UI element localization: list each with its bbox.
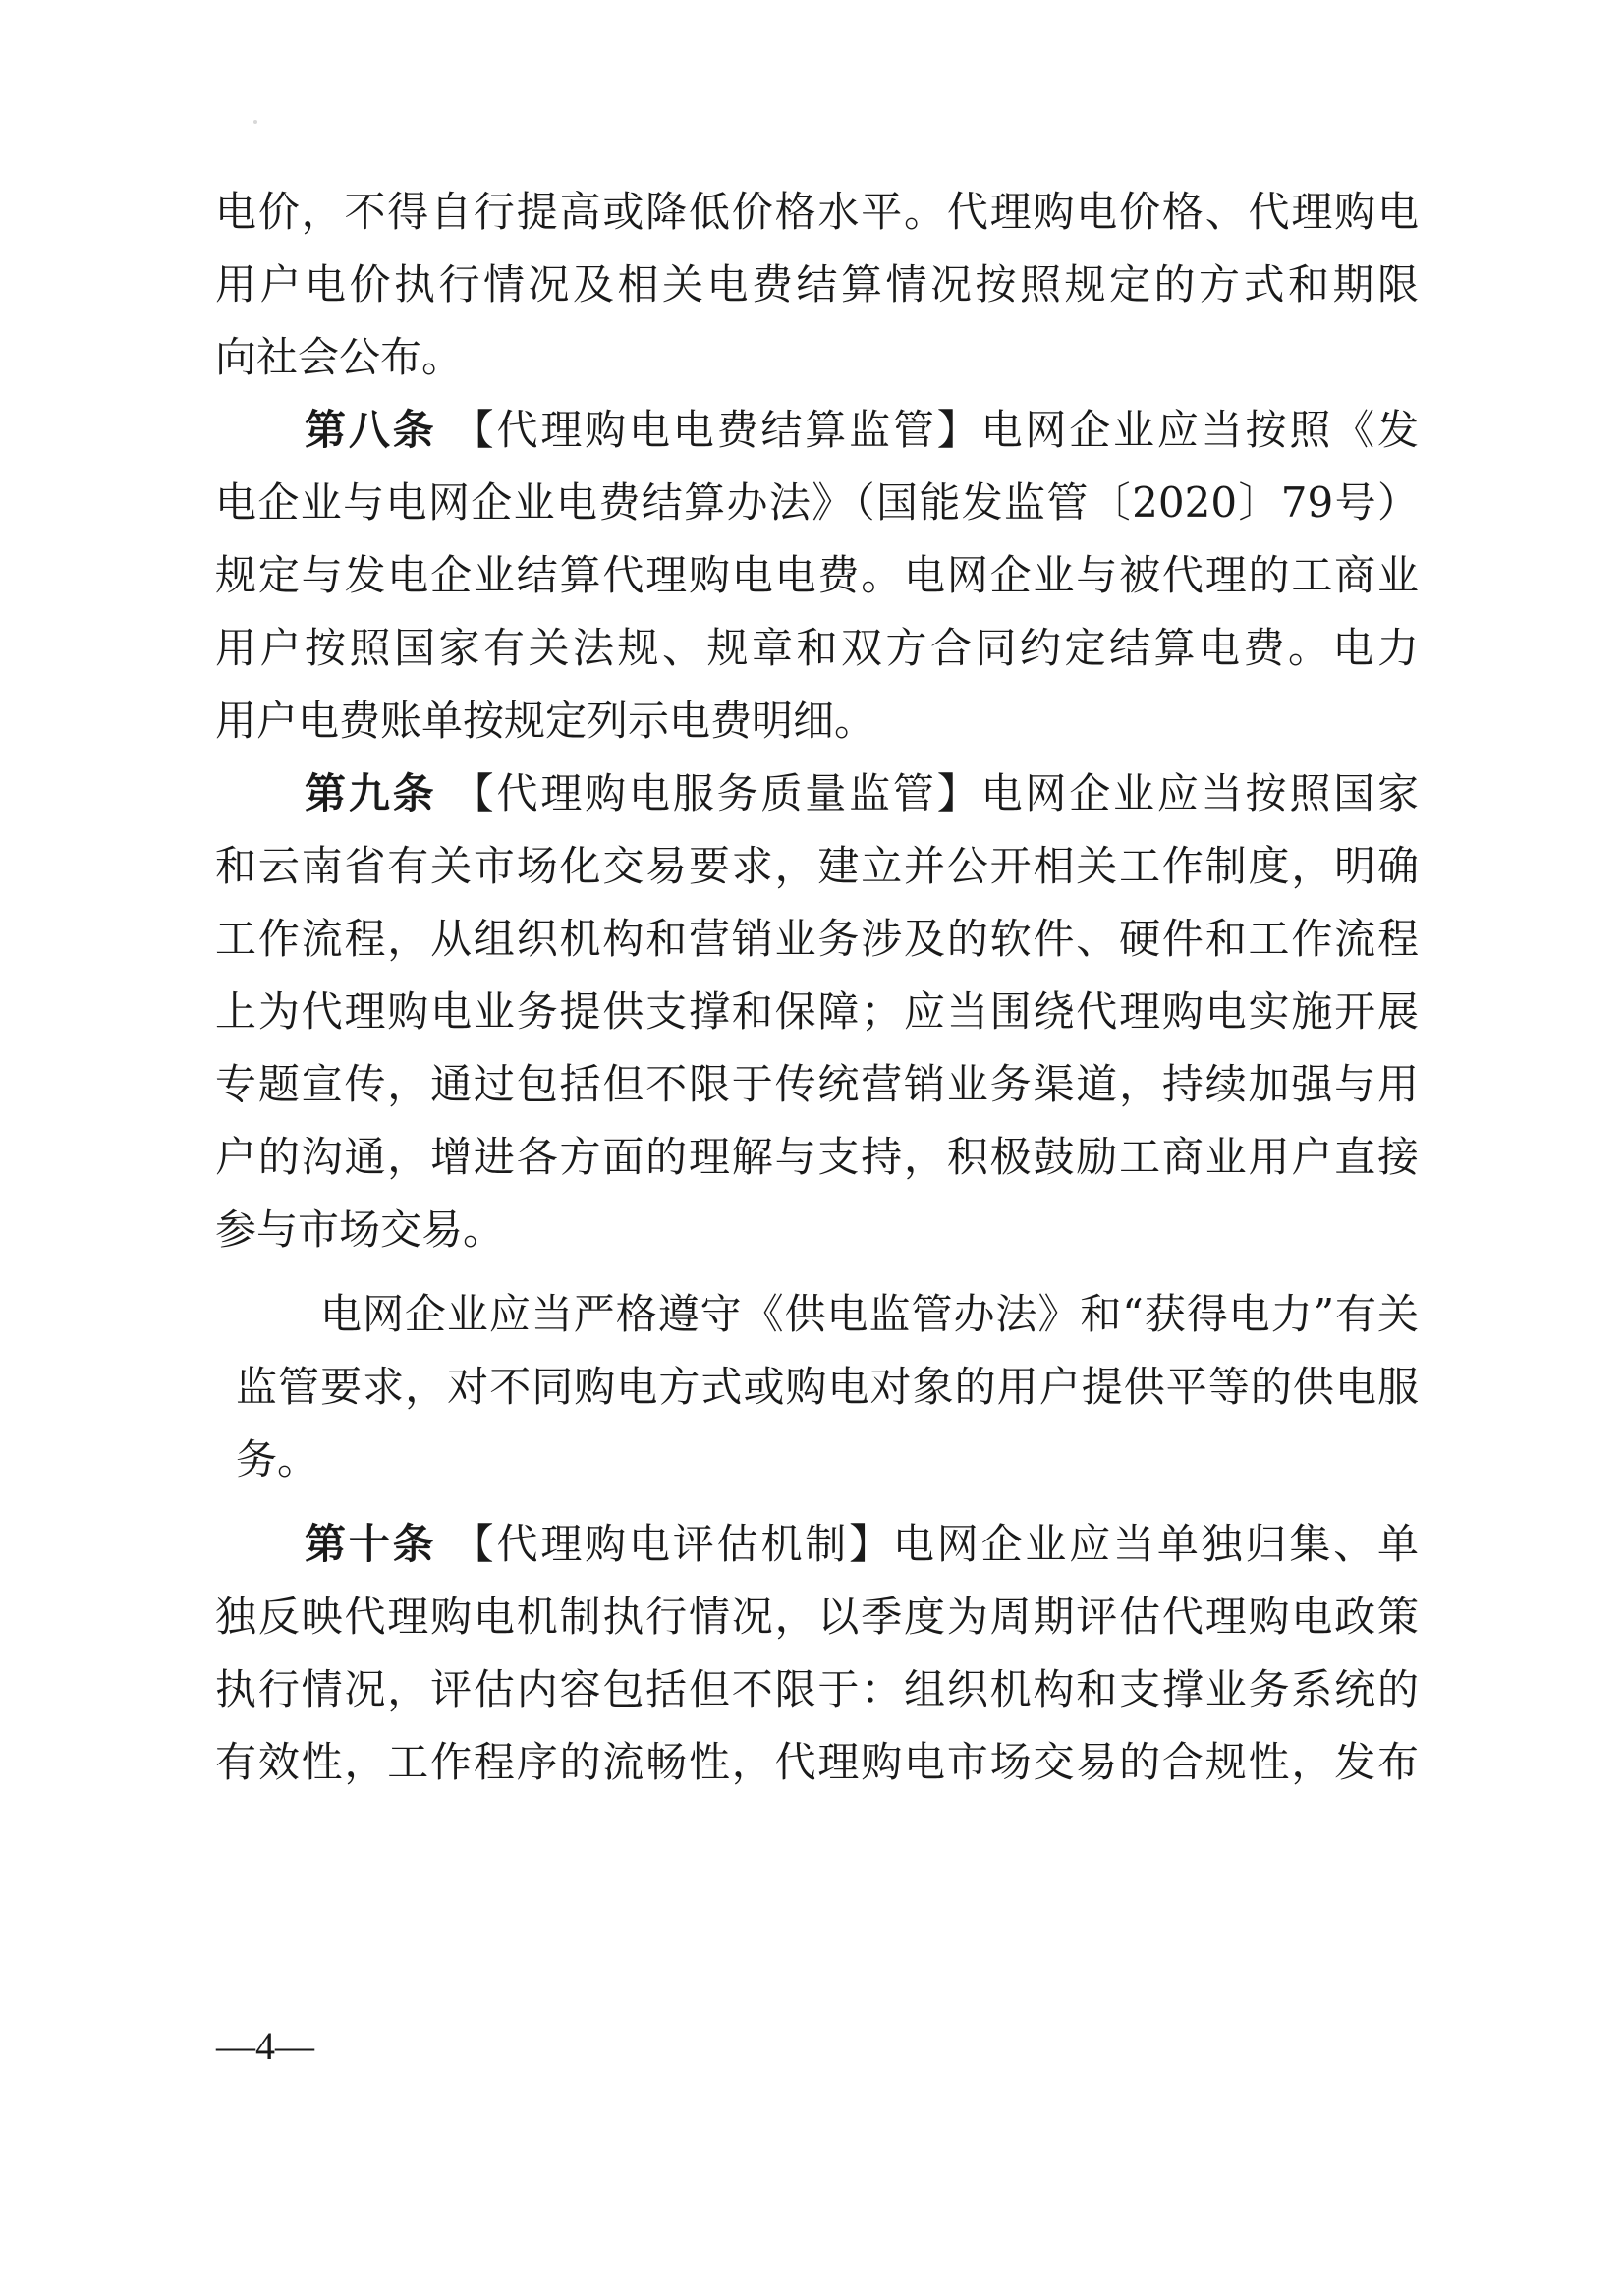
paragraph-line: 专题宣传，通过包括但不限于传统营销业务渠道，持续加强与用 <box>215 1060 1419 1108</box>
paragraph-line: 执行情况，评估内容包括但不限于：组织机构和支撑业务系统的 <box>215 1665 1419 1713</box>
scan-dot <box>253 120 257 124</box>
article-10-text: 【代理购电评估机制】电网企业应当单独归集、单 <box>452 1520 1419 1568</box>
article-9-first-line <box>305 764 1419 823</box>
article-8-first-line <box>305 401 1419 460</box>
paragraph-line: 上为代理购电业务提供支撑和保障；应当围绕代理购电实施开展 <box>215 987 1419 1036</box>
paragraph-line: 有效性，工作程序的流畅性，代理购电市场交易的合规性，发布 <box>215 1738 1419 1786</box>
paragraph-line: 务。 <box>236 1435 319 1484</box>
paragraph-line: 用户电费账单按规定列示电费明细。 <box>215 697 876 745</box>
paragraph-line: 电价，不得自行提高或降低价格水平。代理购电价格、代理购电 <box>215 188 1419 236</box>
article-8-heading: 第八条 <box>305 406 437 454</box>
paragraph-line: 电网企业应当严格遵守《供电监管办法》和“获得电力”有关 <box>320 1290 1419 1338</box>
paragraph-line: 向社会公布。 <box>215 333 464 381</box>
article-9-text: 【代理购电服务质量监管】电网企业应当按照国家 <box>452 769 1419 817</box>
article-10-first-line <box>305 1515 1419 1574</box>
article-9-heading: 第九条 <box>305 769 437 817</box>
paragraph-line: 电企业与电网企业电费结算办法》（国能发监管〔2020〕79号） <box>215 478 1419 527</box>
paragraph-line: 工作流程，从组织机构和营销业务涉及的软件、硬件和工作流程 <box>215 915 1419 963</box>
article-8-text: 【代理购电电费结算监管】电网企业应当按照《发 <box>452 406 1419 454</box>
article-10-heading: 第十条 <box>305 1520 437 1568</box>
paragraph-line: 独反映代理购电机制执行情况，以季度为周期评估代理购电政策 <box>215 1593 1419 1641</box>
paragraph-line: 监管要求，对不同购电方式或购电对象的用户提供平等的供电服 <box>236 1363 1419 1411</box>
paragraph-line: 户的沟通，增进各方面的理解与支持，积极鼓励工商业用户直接 <box>215 1133 1419 1181</box>
paragraph-line: 参与市场交易。 <box>215 1205 505 1254</box>
page-number: —4— <box>216 2024 314 2068</box>
paragraph-line: 和云南省有关市场化交易要求，建立并公开相关工作制度，明确 <box>215 842 1419 890</box>
paragraph-line: 用户按照国家有关法规、规章和双方合同约定结算电费。电力 <box>215 624 1419 672</box>
paragraph-line: 用户电价执行情况及相关电费结算情况按照规定的方式和期限 <box>215 260 1419 308</box>
paragraph-line: 规定与发电企业结算代理购电电费。电网企业与被代理的工商业 <box>215 551 1419 599</box>
